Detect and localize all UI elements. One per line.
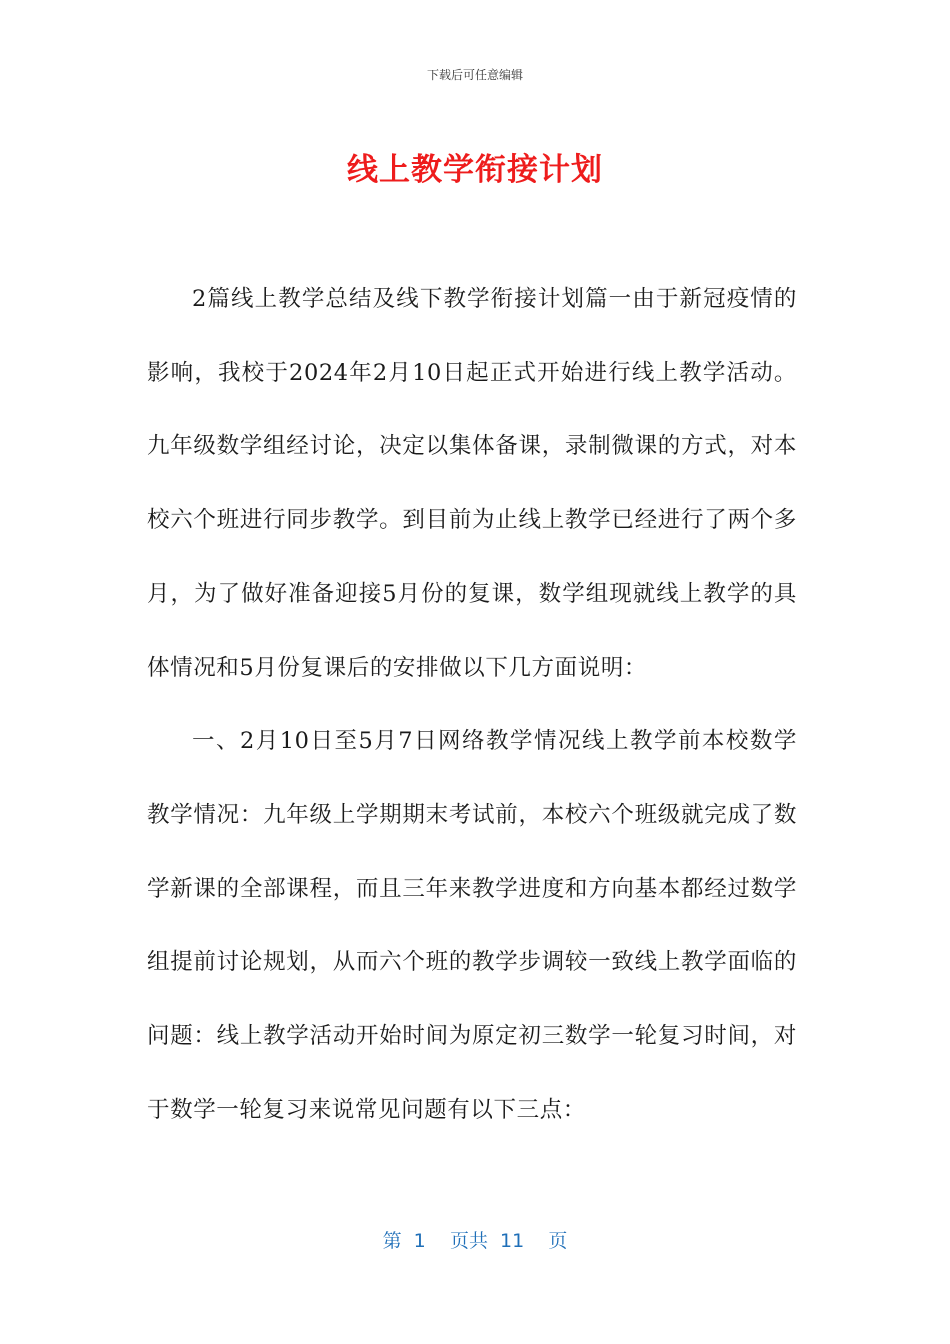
footer-middle: 页共: [449, 1230, 488, 1252]
document-body: [147, 263, 797, 1147]
current-page-number: 1: [413, 1230, 426, 1252]
paragraph: 一、2月10日至5月7日网络教学情况线上教学前本校数学教学情况：九年级上学期期末考试前，本校六个班级就完成了数学新课的全部课程，而且三年来教学进度和方向基本都经过数学组提前讨论规划，从而六个班的教学步调较一致线上教学面临的问题：线上教学活动开始时间为原定初三数学一轮复习时间，对于数学一轮复习来说常见问题有以下三点：: [147, 728, 797, 1123]
page-footer: [0, 1226, 950, 1253]
document-title: 线上教学衔接计划: [347, 152, 603, 188]
footer-suffix: 页: [548, 1230, 568, 1252]
header-note: 下载后可任意编辑: [426, 68, 523, 82]
paragraph: 2篇线上教学总结及线下教学衔接计划篇一由于新冠疫情的影响，我校于2024年2月10日起正式开始进行线上教学活动。九年级数学组经讨论，决定以集体备课，录制微课的方式，对本校六个班进行同步教学。到目前为止线上教学已经进行了两个多月，为了做好准备迎接5月份的复课，数学组现就线上教学的具体情况和5月份复课后的安排做以下几方面说明：: [147, 286, 797, 681]
footer-prefix: 第: [382, 1230, 402, 1252]
total-pages-number: 11: [500, 1230, 525, 1252]
